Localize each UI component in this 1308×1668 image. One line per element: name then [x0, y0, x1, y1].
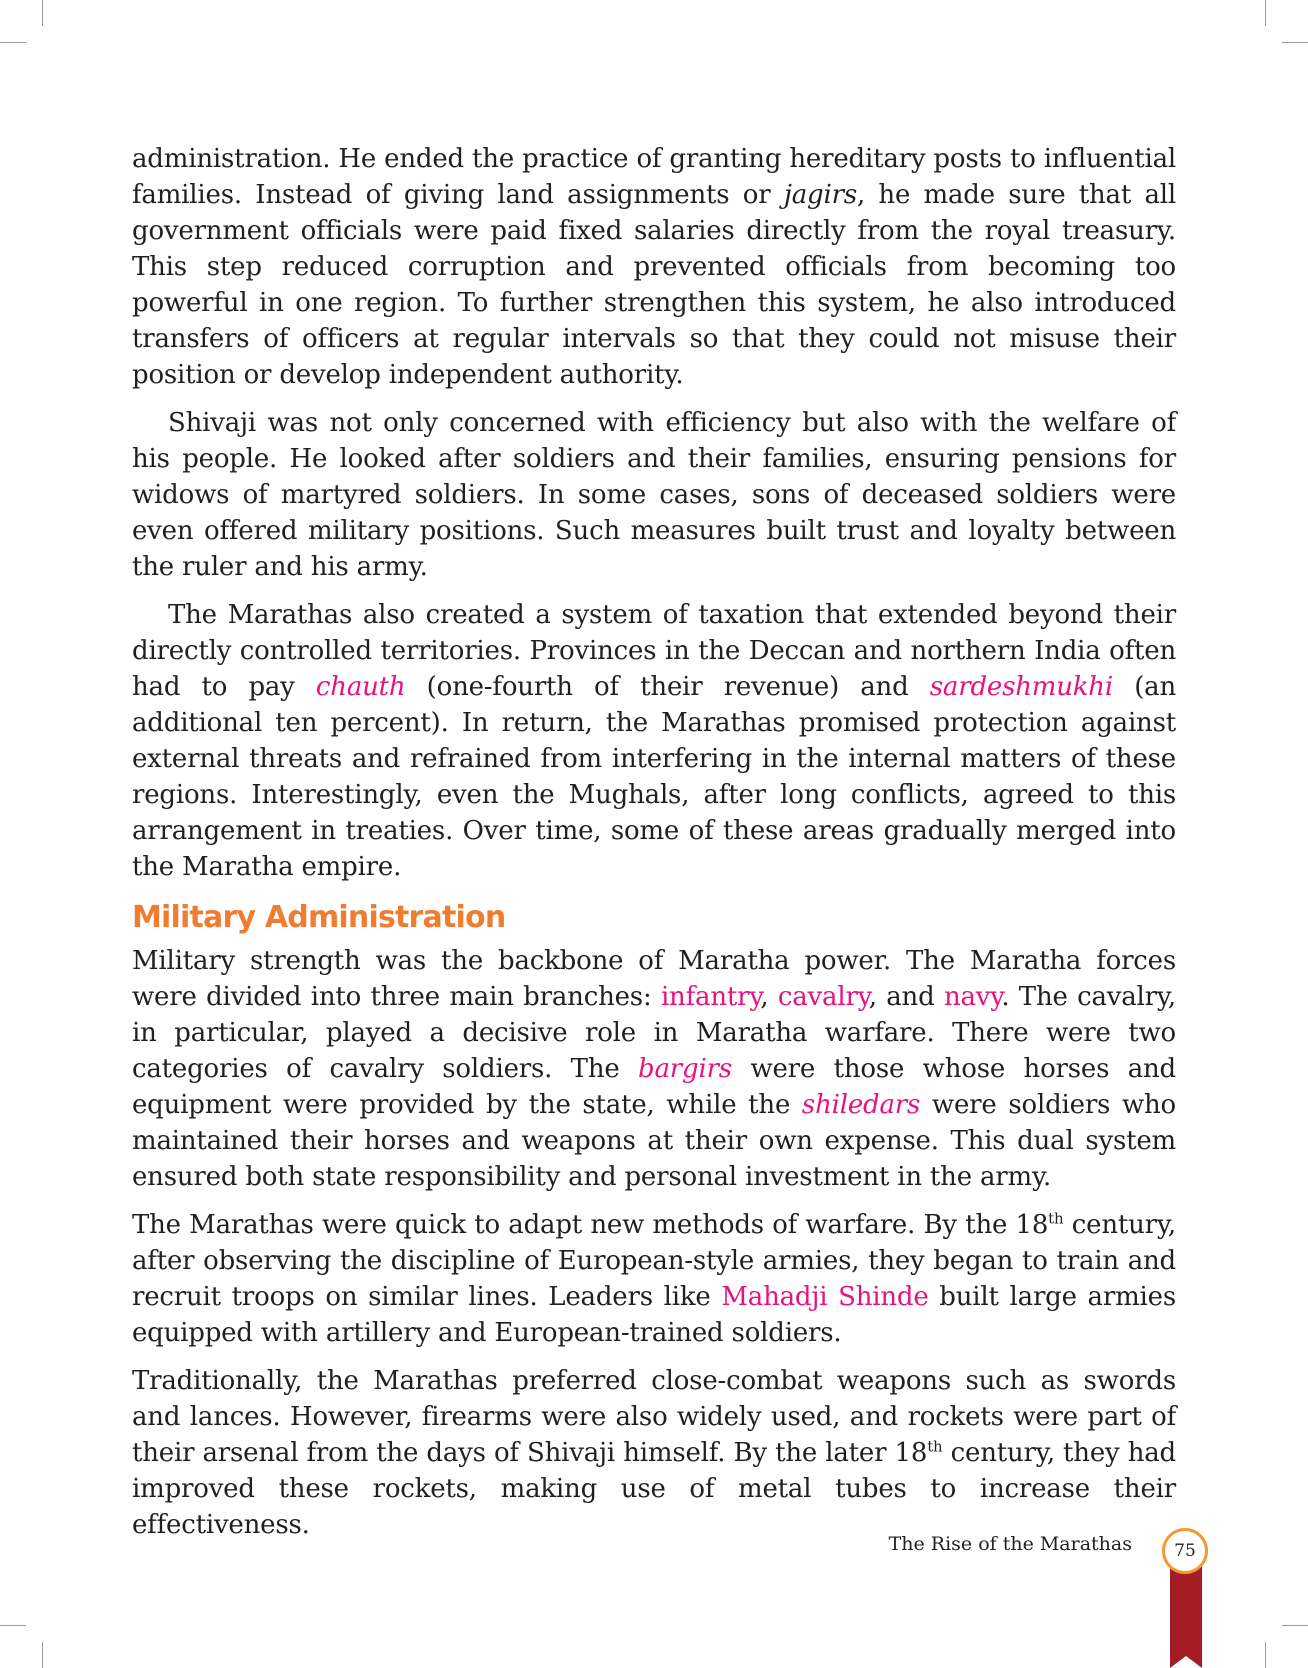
- text-run: Shivaji was not only concerned with efficiency but also with the welfare of his people. He looked after soldiers and their families, ensuring pensions for widows of martyred soldiers. In some cases, sons of deceased soldiers were even offered military positions. Such measures built trust and loyalty between the ruler and his army.: [132, 408, 1176, 582]
- crop-mark-top-left-h: [0, 42, 26, 43]
- text-run: The Marathas were quick to adapt new methods of warfare. By the 18: [132, 1210, 1049, 1240]
- crop-mark-top-left-v: [42, 0, 43, 26]
- text-run: were soldiers who maintained their horses and weapons at their own expense. This dual system ensured both state responsibility and personal investment in the army.: [132, 1090, 1177, 1192]
- top-paragraphs: [132, 141, 1176, 885]
- text-run: (an additional ten percent). In return, the Marathas promised protection against external threats and refrained from interfering in the internal matters of these regions. Interestingly, even the Mughals, after long conflicts, agreed to this arrangement in treaties. Over time, some of these areas gradually merged into the Maratha empire.: [132, 672, 1176, 882]
- paragraph-p5: [132, 1207, 1176, 1351]
- term-highlight: infantry: [660, 982, 761, 1012]
- text-run: . The cavalry, in particular, played a decisive role in Maratha warfare. There were two categories of cavalry soldiers. The: [132, 982, 1176, 1084]
- text-run: were those whose horses and equipment were provided by the state, while the: [132, 1054, 1176, 1120]
- text-run: century, after observing the discipline of European-style armies, they began to train and recruit troops on similar lines. Leaders like: [132, 1210, 1176, 1312]
- term-highlight-italic: chauth: [315, 672, 406, 702]
- text-run: administration. He ended the practice of granting hereditary posts to influential families. Instead of giving land assignments or: [132, 144, 1176, 210]
- page-body: [132, 141, 1176, 1555]
- text-run: (one-fourth of their revenue) and: [405, 672, 930, 702]
- term-highlight: navy: [943, 982, 1002, 1012]
- term-sup: th: [1048, 1209, 1064, 1228]
- text-run: built large armies equipped with artillery and European-trained soldiers.: [132, 1282, 1176, 1348]
- paragraph-p2: [132, 405, 1176, 585]
- term-highlight: cavalry: [777, 982, 869, 1012]
- page-number: 75: [1174, 1541, 1196, 1561]
- paragraph-p1: [132, 141, 1176, 393]
- bottom-paragraphs: [132, 943, 1176, 1543]
- text-run: , and: [868, 982, 944, 1012]
- text-run: Military strength was the backbone of Maratha power. The Maratha forces were divided into three main branches:: [132, 946, 1176, 1012]
- crop-mark-top-right-h: [1282, 42, 1308, 43]
- term-highlight-italic: shiledars: [801, 1090, 921, 1120]
- text-run: Traditionally, the Marathas preferred close-combat weapons such as swords and lances. However, firearms were also widely used, and rockets were part of their arsenal from the days of Shivaji himself. By the later 18: [132, 1366, 1176, 1468]
- text-run: century, they had improved these rockets, making use of metal tubes to increase their effectiveness.: [132, 1438, 1176, 1540]
- term-highlight-italic: bargirs: [638, 1054, 732, 1084]
- page-number-badge: [1162, 1528, 1208, 1574]
- term-highlight: Mahadji Shinde: [721, 1282, 929, 1312]
- term-highlight-italic: sardeshmukhi: [929, 672, 1113, 702]
- crop-mark-bottom-right-v: [1265, 1642, 1266, 1668]
- paragraph-p3: [132, 597, 1176, 885]
- paragraph-p6: [132, 1363, 1176, 1543]
- crop-mark-top-right-v: [1265, 0, 1266, 26]
- crop-mark-bottom-right-h: [1282, 1625, 1308, 1626]
- footer-chapter-title: The Rise of the Marathas: [888, 1533, 1132, 1555]
- text-run: The Marathas also created a system of taxation that extended beyond their directly controlled territories. Provinces in the Deccan and northern India often had to pay: [132, 600, 1176, 702]
- paragraph-p4: [132, 943, 1176, 1195]
- term-italic: jagirs: [783, 180, 857, 210]
- section-heading: Military Administration: [132, 900, 506, 935]
- text-run: , he made sure that all government officials were paid fixed salaries directly from the royal treasury. This step reduced corruption and prevented officials from becoming too powerful in one region. To further strengthen this system, he also introduced transfers of officers at regular intervals so that they could not misuse their position or develop independent authority.: [132, 180, 1177, 390]
- crop-mark-bottom-left-h: [0, 1625, 26, 1626]
- crop-mark-bottom-left-v: [42, 1642, 43, 1668]
- term-sup: th: [927, 1437, 943, 1456]
- text-run: ,: [760, 982, 778, 1012]
